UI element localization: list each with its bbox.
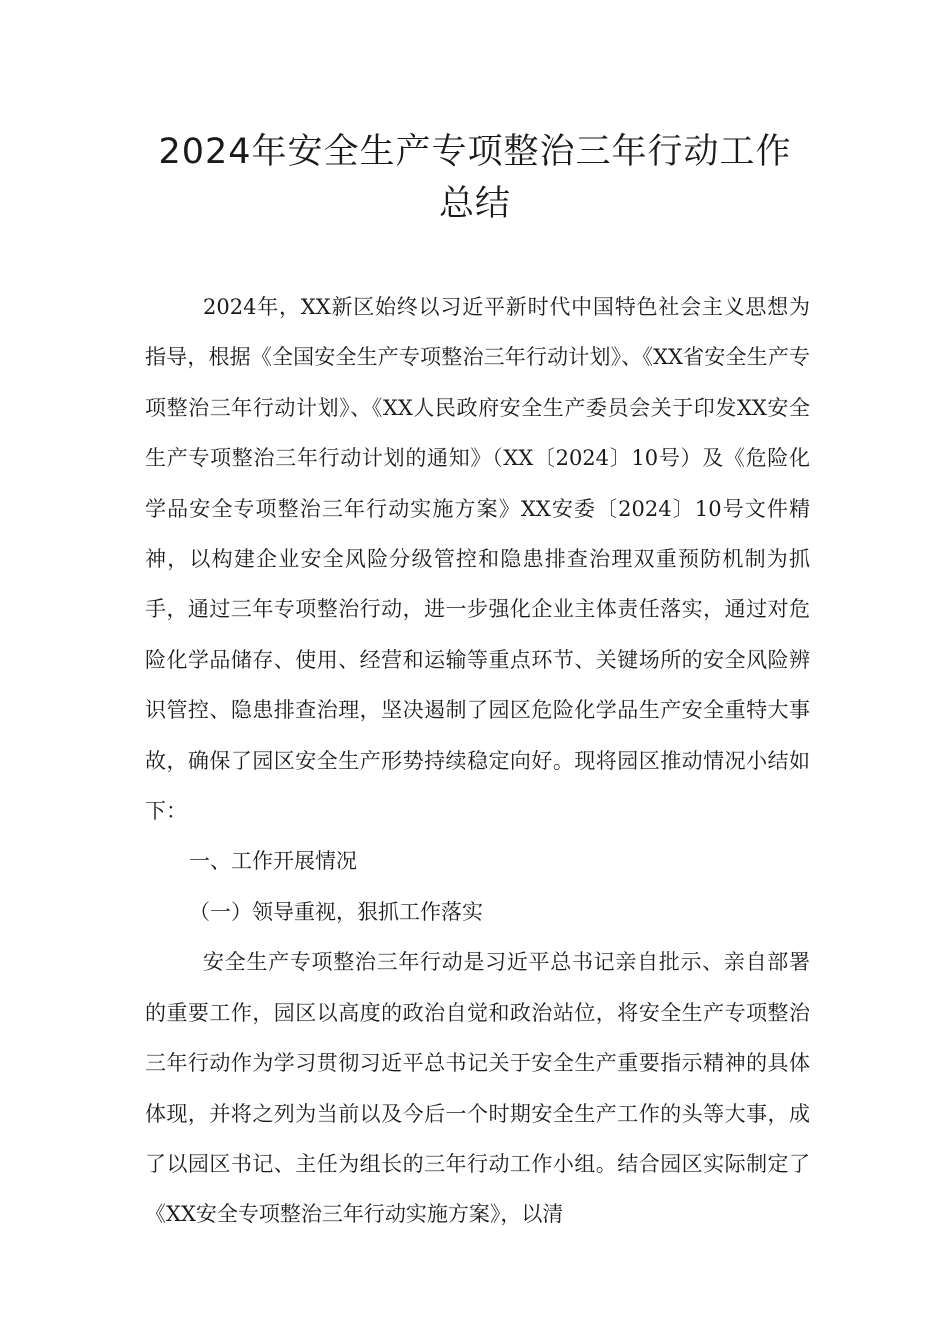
subsection-heading: （一）领导重视，狠抓工作落实 xyxy=(189,899,483,924)
title-line-1: 2024年安全生产专项整治三年行动工作 xyxy=(158,132,792,172)
document-title xyxy=(120,126,830,230)
body-paragraph: 安全生产专项整治三年行动是习近平总书记亲自批示、亲自部署的重要工作，园区以高度的政治自觉和政治站位，将安全生产专项整治三年行动作为学习贯彻习近平总书记关于安全生产重要指示精神的具体体现，并将之列为当前以及今后一个时期安全生产工作的头等大事，成了以园区书记、主任为组长的三年行动工作小组。结合园区实际制定了《XX安全专项整治三年行动实施方案》，以清 xyxy=(145,950,810,1227)
document-body xyxy=(145,282,810,1240)
intro-paragraph: 2024年，XX新区始终以习近平新时代中国特色社会主义思想为指导，根据《全国安全生产专项整治三年行动计划》、《XX省安全生产专项整治三年行动计划》、《XX人民政府安全生产委员会关于印发XX安全生产专项整治三年行动计划的通知》（XX〔2024〕10号）及《危险化学品安全专项整治三年行动实施方案》XX安委〔2024〕10号文件精神，以构建企业安全风险分级管控和隐患排查治理双重预防机制为抓手，通过三年专项整治行动，进一步强化企业主体责任落实，通过对危险化学品储存、使用、经营和运输等重点环节、关键场所的安全风险辨识管控、隐患排查治理，坚决遏制了园区危险化学品生产安全重特大事故，确保了园区安全生产形势持续稳定向好。现将园区推动情况小结如下： xyxy=(145,295,810,824)
title-line-2: 总结 xyxy=(438,184,511,224)
section-heading: 一、工作开展情况 xyxy=(189,849,357,874)
